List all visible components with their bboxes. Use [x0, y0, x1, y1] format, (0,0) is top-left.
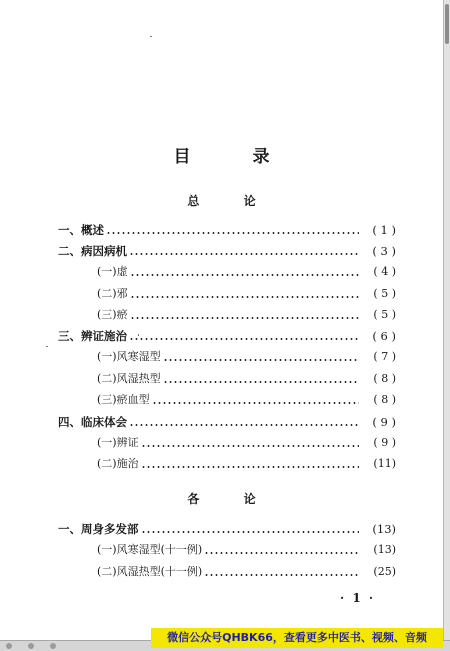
toc-entry[interactable] — [97, 285, 396, 301]
toc-entry-page: (11) — [373, 457, 396, 470]
toc-entry-page: (25) — [373, 565, 396, 578]
toc-entry-page: (13) — [372, 522, 396, 536]
scan-speck — [150, 36, 152, 37]
toc-entry-label: 三、辨证施治 — [58, 329, 127, 343]
toc-entry-page: (13) — [373, 543, 396, 556]
toc-leader-dots — [130, 317, 359, 319]
toc-entry-label: (三)瘀血型 — [97, 393, 150, 406]
toc-leader-dots — [129, 424, 359, 426]
section-heading-specific: 各 论 — [187, 492, 276, 506]
toc-leader-dots — [163, 381, 359, 383]
toc-entry-page: ( 6 ) — [372, 329, 396, 343]
toc-entry[interactable] — [97, 391, 396, 407]
nav-dot-icon[interactable] — [6, 643, 12, 649]
toc-entry-label: (一)风寒湿型 — [97, 350, 161, 363]
toc-entry-label: (一)虚 — [97, 265, 128, 278]
toc-entry-label: (三)瘀 — [97, 308, 128, 321]
toc-entry[interactable] — [97, 263, 396, 279]
nav-dot-icon[interactable] — [28, 643, 34, 649]
toc-entry[interactable] — [97, 541, 396, 557]
toc-leader-dots — [204, 574, 359, 576]
toc-entry-label: (二)风湿热型 — [97, 372, 161, 385]
toc-entry-label: (二)施治 — [97, 457, 139, 470]
toc-entry-page: ( 3 ) — [372, 244, 396, 258]
toc-entry-page: ( 9 ) — [372, 415, 396, 429]
nav-dot-icon[interactable] — [50, 643, 56, 649]
scrollbar-thumb[interactable] — [445, 4, 449, 44]
toc-leader-dots — [130, 296, 359, 298]
toc-entry-label: 四、临床体会 — [58, 415, 127, 429]
toc-leader-dots — [141, 531, 360, 533]
vertical-scrollbar[interactable] — [443, 0, 450, 650]
toc-leader-dots — [130, 274, 359, 276]
toc-leader-dots — [129, 338, 359, 340]
toc-entry-label: 二、病因病机 — [58, 244, 127, 258]
toc-entry-page: ( 1 ) — [372, 223, 396, 237]
toc-entry-page: ( 7 ) — [373, 350, 396, 363]
toc-entry-label: 一、概述 — [58, 223, 104, 237]
toc-entry[interactable] — [58, 413, 396, 429]
toc-leader-dots — [163, 359, 359, 361]
toc-entry[interactable] — [58, 221, 396, 237]
toc-entry-page: ( 8 ) — [373, 372, 396, 385]
toc-leader-dots — [106, 232, 359, 234]
toc-entry-page: ( 9 ) — [373, 436, 396, 449]
toc-entry-label: (一)风寒湿型(十一例) — [97, 543, 203, 556]
toc-entry[interactable] — [58, 520, 396, 536]
toc-entry-label: (二)邪 — [97, 287, 128, 300]
toc-entry-label: (一)辨证 — [97, 436, 139, 449]
watermark-banner: 微信公众号QHBK66，查看更多中医书、视频、音频 — [151, 628, 443, 648]
toc-entry-label: (二)风湿热型(十一例) — [97, 565, 203, 578]
section-heading-general: 总 论 — [187, 194, 276, 208]
toc-entry-page: ( 8 ) — [373, 393, 396, 406]
toc-entry-page: ( 5 ) — [373, 287, 396, 300]
toc-entry[interactable] — [97, 455, 396, 471]
toc-entry[interactable] — [97, 370, 396, 386]
scan-speck — [138, 334, 139, 336]
toc-entry-page: ( 4 ) — [373, 265, 396, 278]
page-number: · 1 · — [340, 591, 376, 605]
page-title: 目 录 — [173, 147, 298, 167]
toc-leader-dots — [129, 253, 359, 255]
toc-entry-page: ( 5 ) — [373, 308, 396, 321]
scan-speck — [46, 346, 48, 347]
toc-entry[interactable] — [97, 434, 396, 450]
toc-leader-dots — [204, 552, 359, 554]
toc-entry[interactable] — [97, 563, 396, 579]
toc-entry[interactable] — [97, 348, 396, 364]
toc-leader-dots — [152, 402, 359, 404]
toc-leader-dots — [141, 445, 359, 447]
toc-entry-label: 一、周身多发部 — [58, 522, 139, 536]
toc-entry[interactable] — [58, 242, 396, 258]
toc-leader-dots — [141, 466, 359, 468]
toc-entry[interactable] — [97, 306, 396, 322]
toc-entry[interactable] — [58, 327, 396, 343]
